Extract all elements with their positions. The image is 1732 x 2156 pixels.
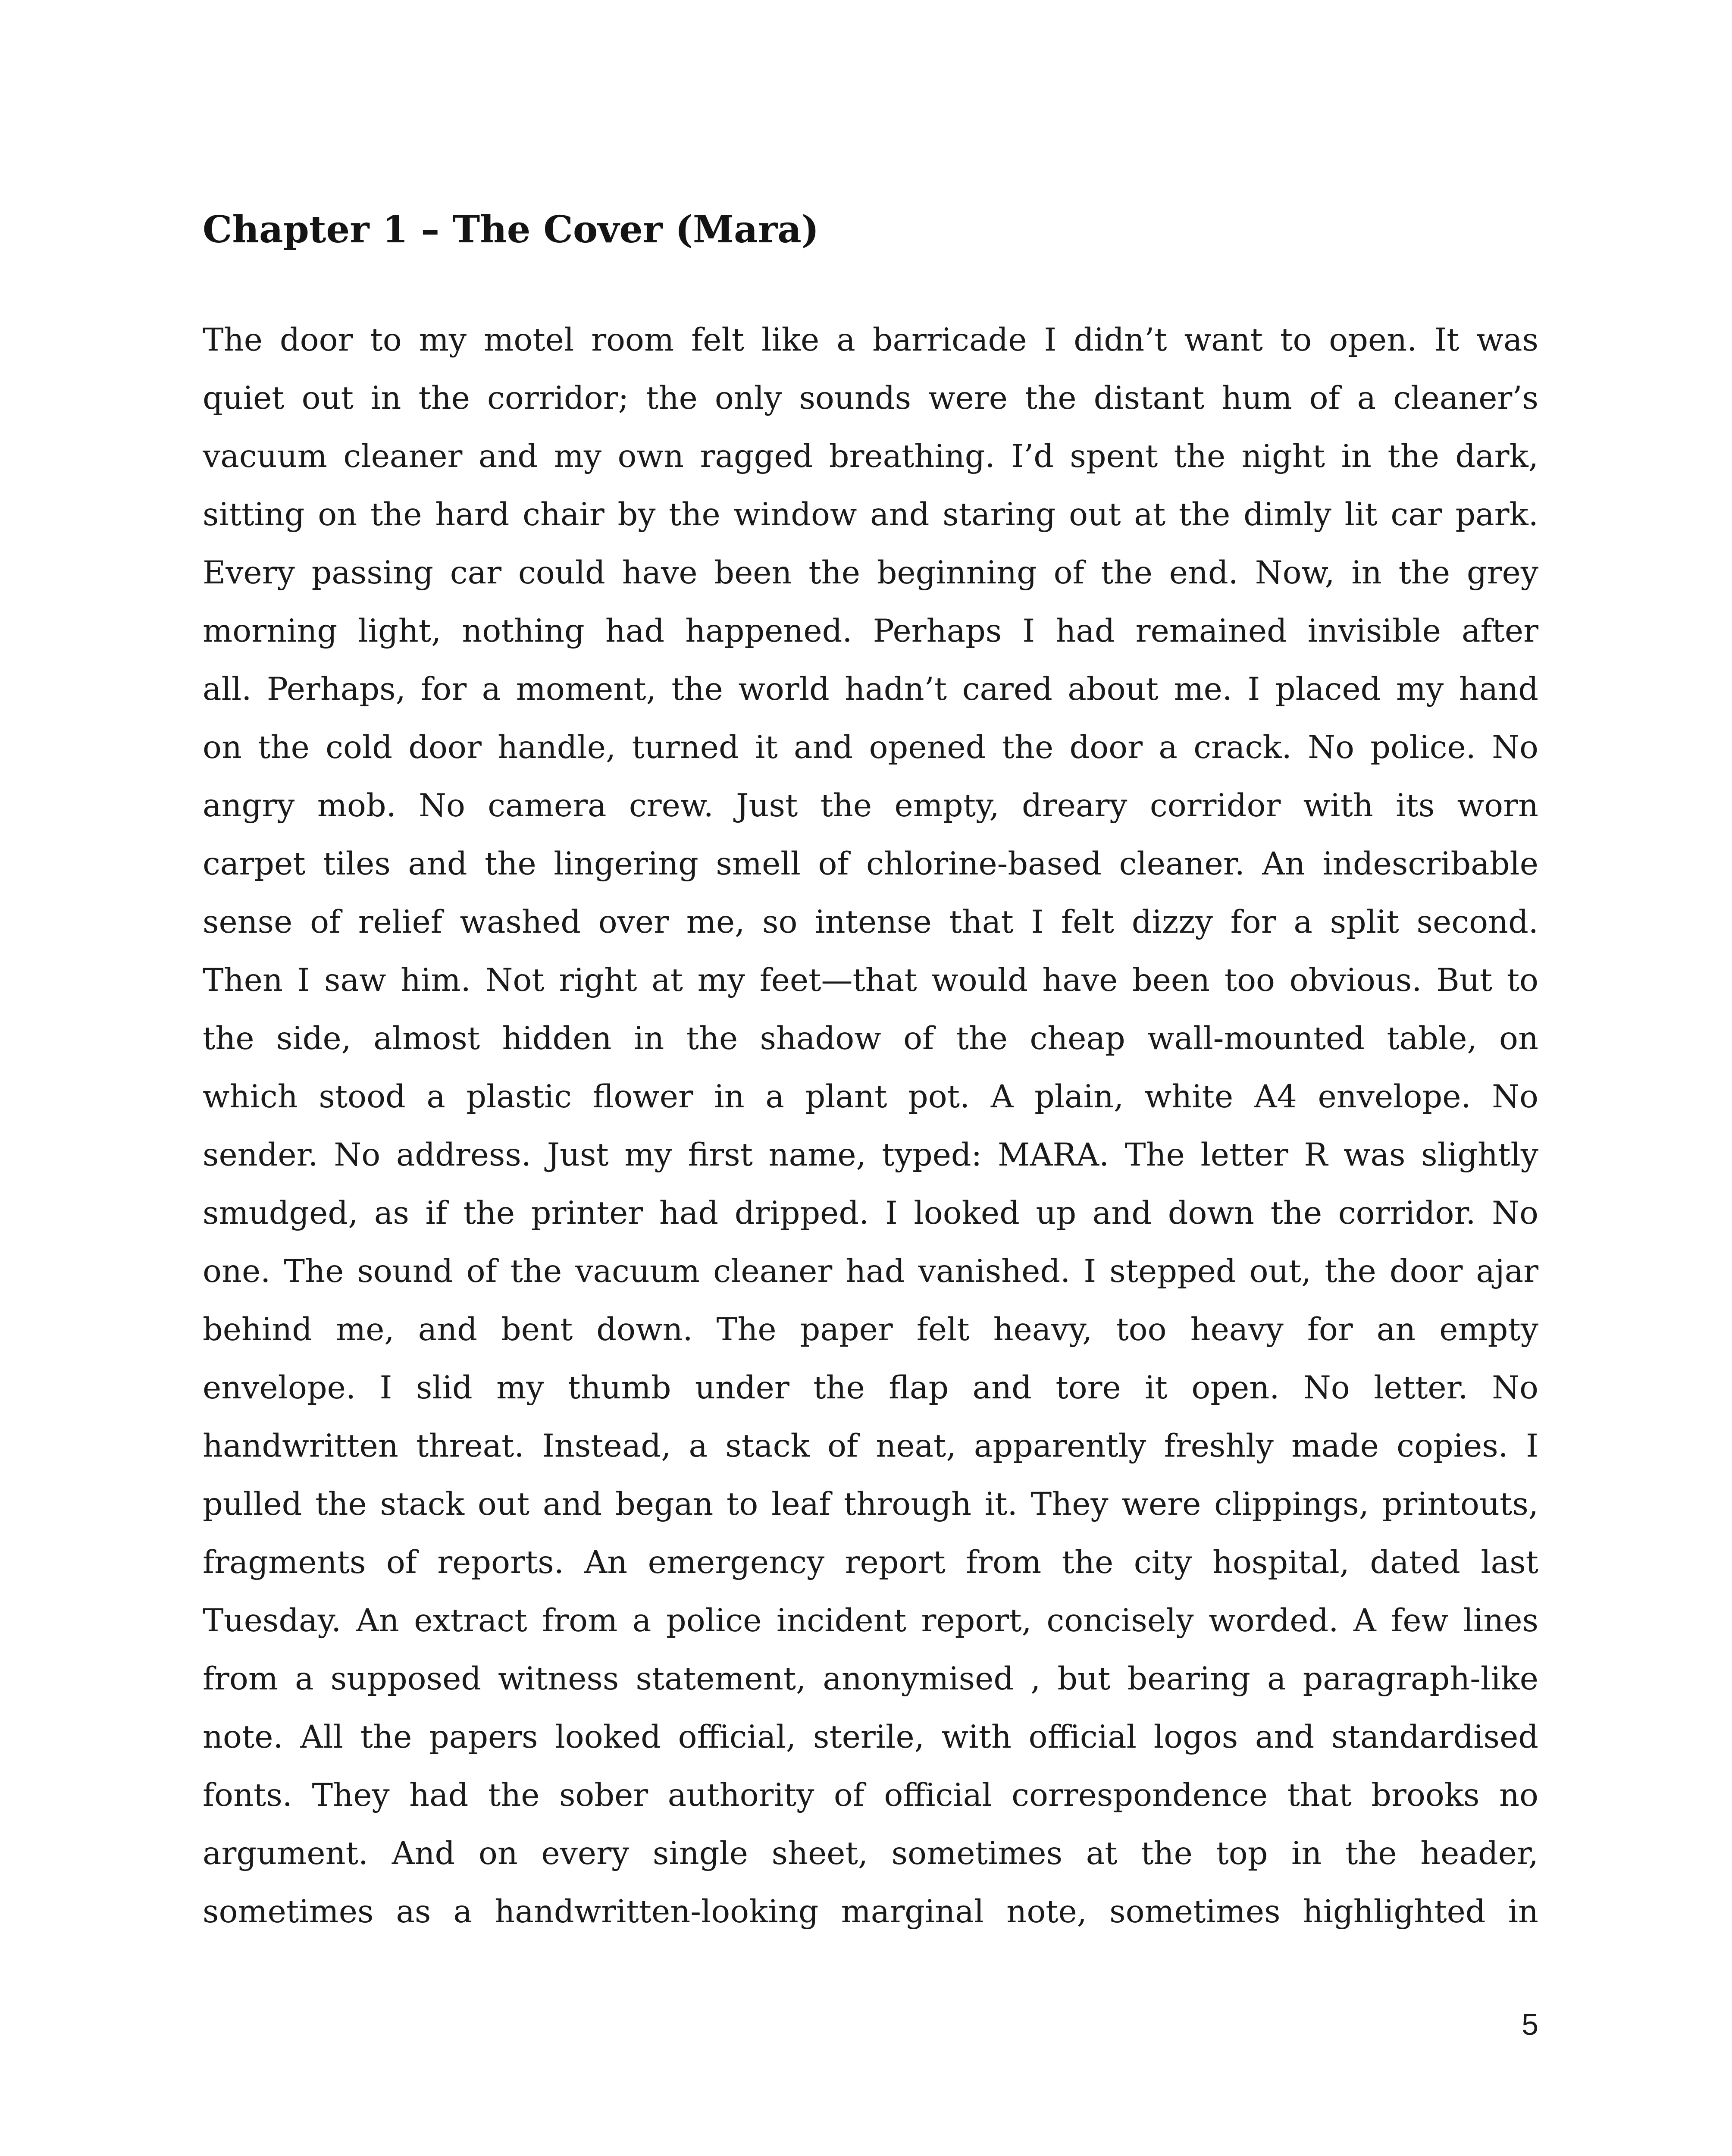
- text-line: the side, almost hidden in the shadow of the cheap wall-mounted table, on: [203, 1020, 1538, 1057]
- text-line: Every passing car could have been the beginning of the end. Now, in the grey: [203, 555, 1538, 591]
- text-line: Then I saw him. Not right at my feet—that would have been too obvious. But to: [203, 962, 1538, 999]
- text-line: handwritten threat. Instead, a stack of neat, apparently freshly made copies. I: [203, 1428, 1538, 1464]
- text-line: sense of relief washed over me, so intense that I felt dizzy for a split second.: [203, 904, 1538, 940]
- text-line: argument. And on every single sheet, sometimes at the top in the header,: [203, 1835, 1538, 1872]
- text-line: sender. No address. Just my first name, typed: MARA. The letter R was slightly: [203, 1137, 1538, 1173]
- text-line: pulled the stack out and began to leaf through it. They were clippings, printouts,: [203, 1486, 1538, 1523]
- text-line: morning light, nothing had happened. Perhaps I had remained invisible after: [203, 613, 1538, 649]
- text-line: The door to my motel room felt like a barricade I didn’t want to open. It was: [203, 322, 1538, 358]
- text-line: behind me, and bent down. The paper felt heavy, too heavy for an empty: [203, 1311, 1538, 1348]
- text-line: sitting on the hard chair by the window and staring out at the dimly lit car park.: [203, 496, 1538, 533]
- text-line: one. The sound of the vacuum cleaner had vanished. I stepped out, the door ajar: [203, 1253, 1538, 1290]
- text-line: sometimes as a handwritten-looking marginal note, sometimes highlighted in: [203, 1893, 1538, 1930]
- body-paragraph: [203, 311, 1538, 1941]
- text-line: from a supposed witness statement, anonymised , but bearing a paragraph-like: [203, 1661, 1538, 1697]
- text-line: all. Perhaps, for a moment, the world hadn’t cared about me. I placed my hand: [203, 671, 1538, 708]
- text-line: quiet out in the corridor; the only sounds were the distant hum of a cleaner’s: [203, 380, 1538, 417]
- text-line: fragments of reports. An emergency report from the city hospital, dated last: [203, 1544, 1538, 1581]
- text-line: vacuum cleaner and my own ragged breathing. I’d spent the night in the dark,: [203, 438, 1538, 475]
- text-line: angry mob. No camera crew. Just the empty, dreary corridor with its worn: [203, 787, 1538, 824]
- text-line: which stood a plastic flower in a plant pot. A plain, white A4 envelope. No: [203, 1078, 1538, 1115]
- text-line: Tuesday. An extract from a police incident report, concisely worded. A few lines: [203, 1602, 1538, 1639]
- text-line: on the cold door handle, turned it and opened the door a crack. No police. No: [203, 729, 1538, 766]
- text-line: envelope. I slid my thumb under the flap and tore it open. No letter. No: [203, 1369, 1538, 1406]
- page-number: 5: [1522, 2008, 1538, 2041]
- text-line: carpet tiles and the lingering smell of chlorine-based cleaner. An indescribable: [203, 846, 1538, 882]
- text-line: note. All the papers looked official, sterile, with official logos and standardised: [203, 1719, 1538, 1755]
- text-line: smudged, as if the printer had dripped. I looked up and down the corridor. No: [203, 1195, 1538, 1232]
- chapter-title: Chapter 1 – The Cover (Mara): [203, 208, 819, 251]
- text-line: fonts. They had the sober authority of official correspondence that brooks no: [203, 1777, 1538, 1814]
